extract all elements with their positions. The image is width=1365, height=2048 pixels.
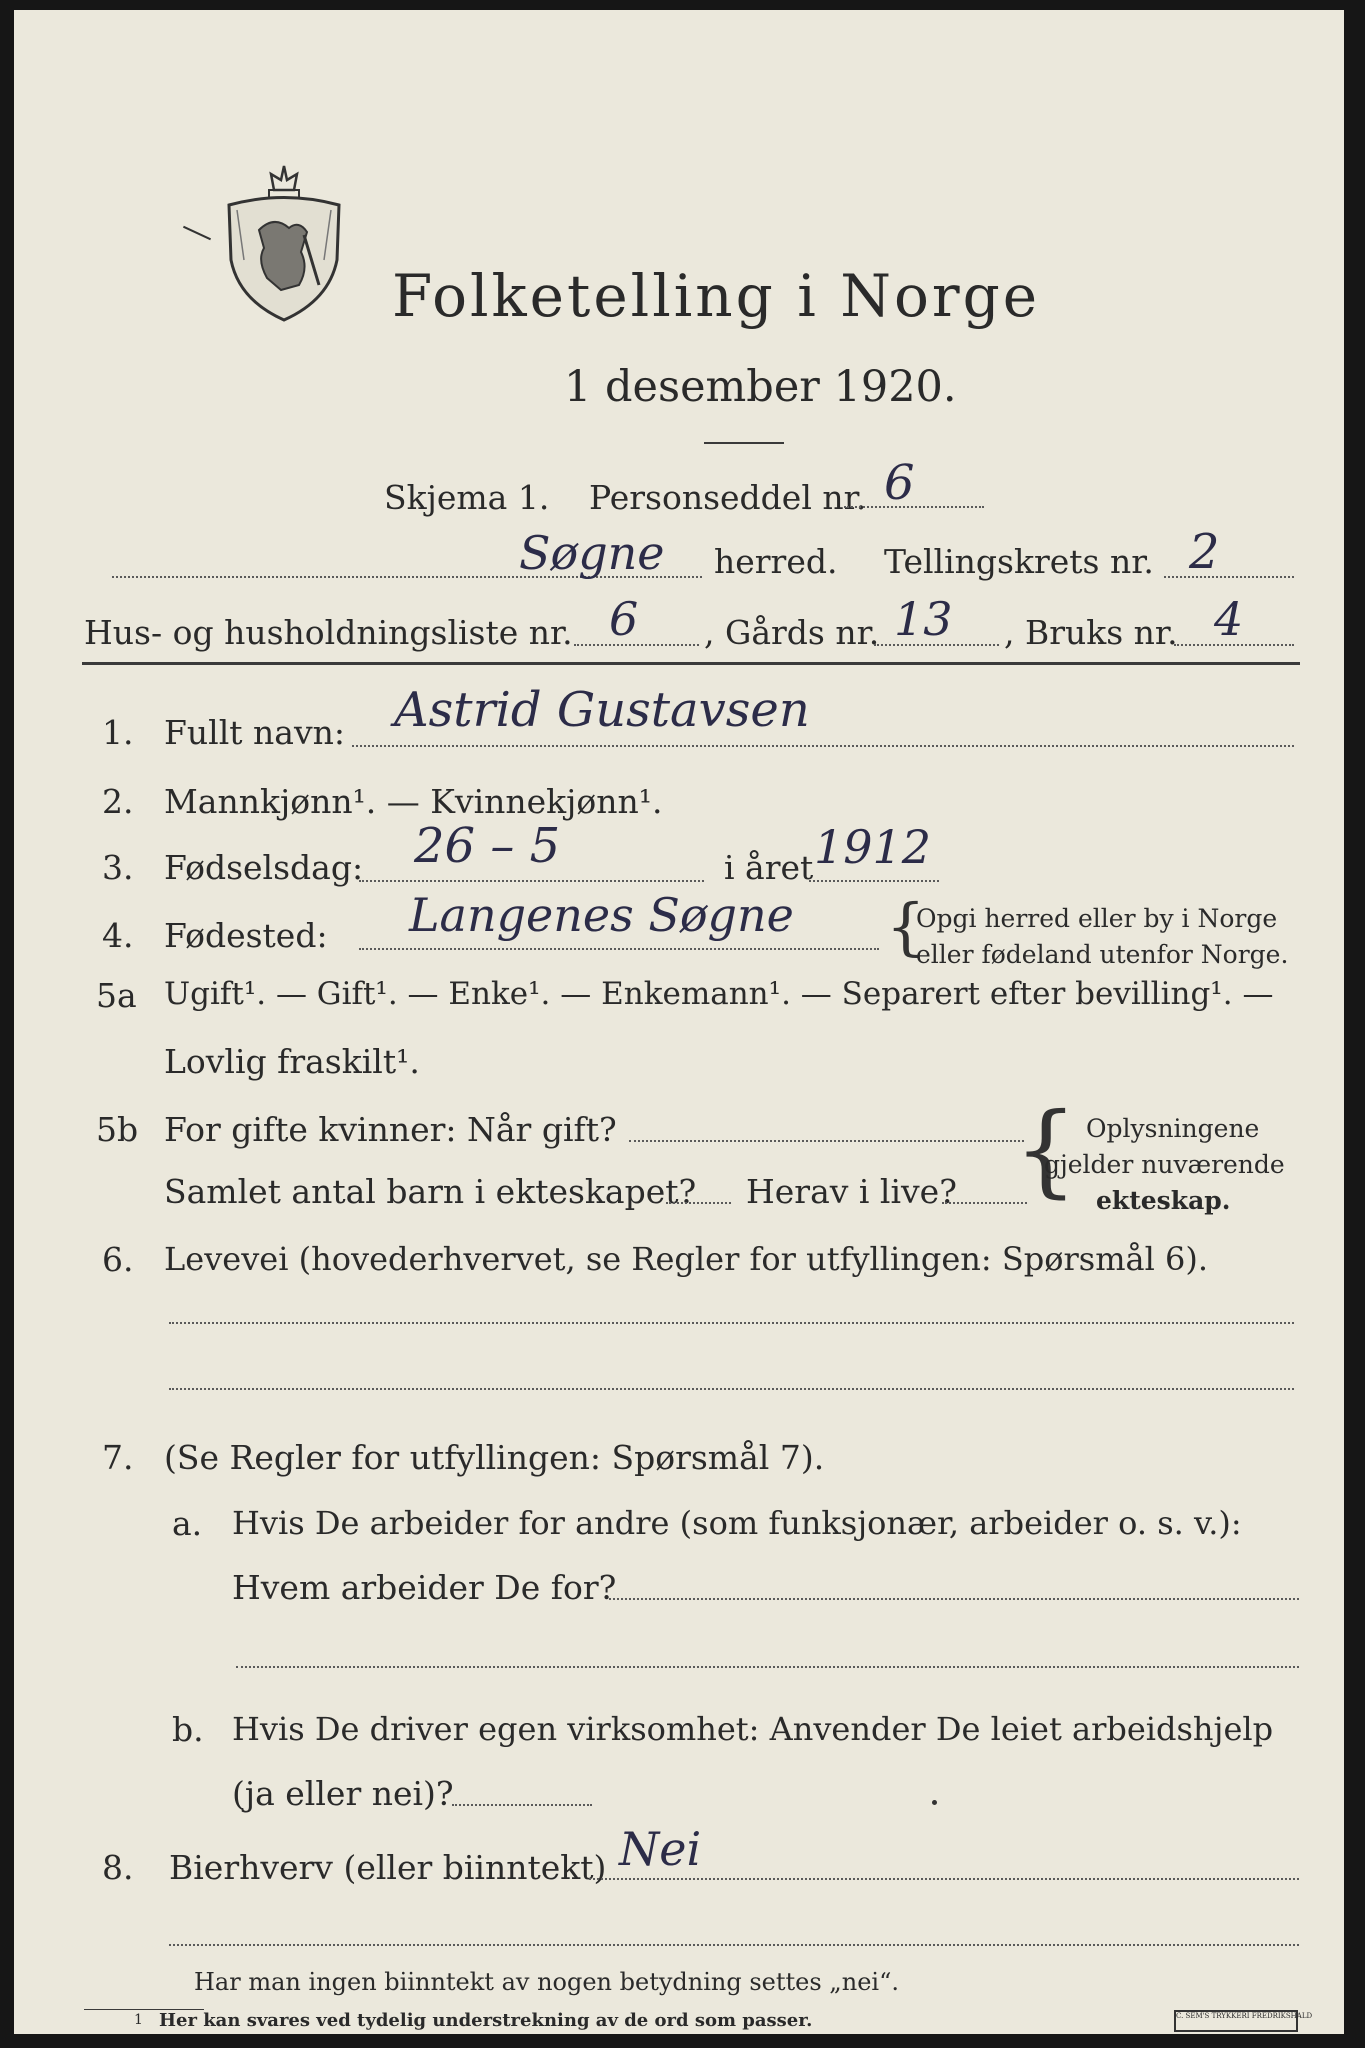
footer-note: Har man ingen biinntekt av nogen betydning settes „nei“.	[194, 1968, 899, 1996]
q7b-yes-no-label: (ja eller nei)?	[232, 1774, 454, 1813]
q5b-note-brace: {	[1014, 1091, 1078, 1208]
printer-stamp-text: C. SEM'S TRYKKERI FREDRIKSHALD	[1176, 2012, 1313, 2020]
q5a-number: 5a	[96, 976, 137, 1015]
q5b-note-line2: gjelder nuværende	[1044, 1150, 1285, 1179]
ink-dot	[932, 1800, 937, 1805]
q3-year-label: i året	[724, 848, 814, 887]
footnote-text: Her kan svares ved tydelig understrekning av de ord som passer.	[159, 2010, 813, 2031]
q7a-line1: Hvis De arbeider for andre (som funksjonær, arbeider o. s. v.):	[232, 1504, 1242, 1542]
q4-note-brace: {	[886, 890, 926, 963]
personseddel-label: Personseddel nr.	[589, 478, 867, 517]
census-form-page	[14, 10, 1344, 2034]
census-date: 1 desember 1920.	[564, 362, 957, 412]
q7a-employer-field-line[interactable]	[609, 1598, 1299, 1600]
q7b-field-line[interactable]	[452, 1804, 592, 1806]
q5b-alive-label: Herav i live?	[746, 1172, 957, 1211]
q7-number: 7.	[102, 1438, 134, 1477]
q5a-marital-options[interactable]: Ugift¹. — Gift¹. — Enke¹. — Enkemann¹. — Separert efter bevilling¹. —	[164, 976, 1274, 1012]
q1-full-name-value: Astrid Gustavsen	[394, 682, 810, 738]
husholdningsliste-label: Hus- og husholdningsliste nr.	[84, 613, 573, 652]
tellingskrets-value: 2	[1189, 524, 1220, 580]
husholdningsliste-value: 6	[609, 592, 639, 646]
schema-label: Skjema 1.	[384, 478, 550, 517]
q8-field-line-2[interactable]	[169, 1944, 1299, 1946]
q3-year-field-line[interactable]	[809, 880, 939, 882]
bruks-label: , Bruks nr.	[1004, 613, 1178, 652]
bruks-value: 4	[1214, 592, 1244, 646]
q4-birthplace-field-line[interactable]	[359, 948, 879, 950]
q5b-note-line1: Oplysningene	[1086, 1114, 1260, 1143]
q8-field-line[interactable]	[589, 1878, 1299, 1880]
q7a-letter: a.	[172, 1504, 203, 1543]
personseddel-value: 6	[884, 455, 915, 511]
gaards-value: 13	[894, 592, 953, 646]
q8-label: Bierhverv (eller biinntekt)	[169, 1848, 607, 1887]
q6-number: 6.	[102, 1240, 134, 1279]
tellingskrets-label: Tellingskrets nr.	[884, 542, 1154, 581]
herred-label: herred.	[714, 542, 838, 581]
q3-year-value: 1912	[814, 820, 932, 874]
q5b-children-label: Samlet antal barn i ekteskapet?	[164, 1172, 697, 1211]
q5b-children-field-line[interactable]	[666, 1202, 731, 1204]
norway-coat-of-arms-icon	[219, 160, 349, 329]
q4-note-line2: eller fødeland utenfor Norge.	[916, 940, 1289, 969]
footnote-mark: 1	[134, 2012, 143, 2028]
page-title: Folketelling i Norge	[392, 262, 1041, 330]
q4-birthplace-value: Langenes Søgne	[409, 888, 794, 942]
q8-number: 8.	[102, 1848, 134, 1887]
q5b-married-when-label: For gifte kvinner: Når gift?	[164, 1110, 617, 1149]
q5a-marital-options-cont[interactable]: Lovlig fraskilt¹.	[164, 1042, 420, 1081]
q2-number: 2.	[102, 782, 134, 821]
q3-number: 3.	[102, 848, 134, 887]
herred-name-value: Søgne	[519, 526, 665, 580]
header-divider	[82, 662, 1300, 665]
q1-number: 1.	[102, 713, 134, 752]
q1-label: Fullt navn:	[164, 713, 345, 752]
q7-label: (Se Regler for utfyllingen: Spørsmål 7).	[164, 1438, 825, 1477]
q3-birthday-value: 26 – 5	[414, 818, 561, 874]
q7a-employer-field-line-2[interactable]	[236, 1666, 1299, 1668]
q4-note-line1: Opgi herred eller by i Norge	[916, 904, 1278, 933]
title-divider	[704, 442, 784, 444]
gaards-label: , Gårds nr.	[704, 613, 880, 652]
q3-birthday-field-line[interactable]	[359, 880, 704, 882]
q7b-line1: Hvis De driver egen virksomhet: Anvender De leiet arbeidshjelp	[232, 1710, 1274, 1748]
q5b-number: 5b	[96, 1110, 139, 1149]
q6-field-line-1[interactable]	[169, 1322, 1294, 1324]
q3-label: Fødselsdag:	[164, 848, 364, 887]
q5b-note-line3: ekteskap.	[1096, 1186, 1231, 1215]
tellingskrets-field-line[interactable]	[1164, 576, 1294, 578]
q6-occupation-label: Levevei (hovederhvervet, se Regler for utfyllingen: Spørsmål 6).	[164, 1240, 1209, 1278]
q6-field-line-2[interactable]	[169, 1388, 1294, 1390]
q7a-employer-label: Hvem arbeider De for?	[232, 1568, 617, 1607]
printer-stamp	[1174, 2010, 1313, 2032]
q2-gender-options[interactable]: Mannkjønn¹. — Kvinnekjønn¹.	[164, 782, 663, 821]
q1-field-line[interactable]	[352, 745, 1294, 747]
q7b-letter: b.	[172, 1710, 204, 1749]
q4-label: Fødested:	[164, 916, 328, 955]
q4-number: 4.	[102, 916, 134, 955]
q8-value: Nei	[619, 1822, 702, 1876]
ink-stroke	[183, 226, 211, 240]
q5b-married-when-field-line[interactable]	[629, 1140, 1024, 1142]
